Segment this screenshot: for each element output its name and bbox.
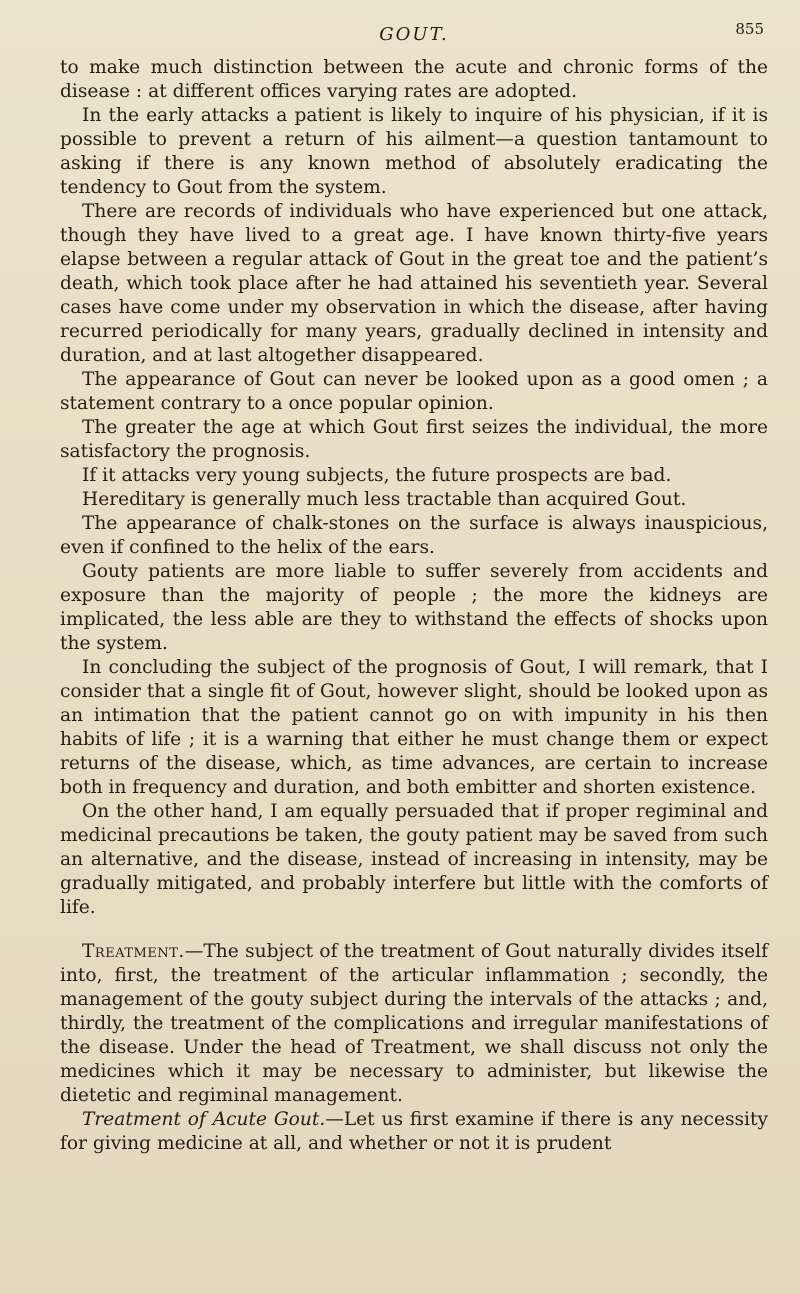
paragraph: On the other hand, I am equally persuaded that if proper regiminal and medicinal precautions be taken, the gouty patient may be saved from such an alternative, and the disease, instead of increasing in intensity, may be gradually mitigated, and probably interfere but little with the comforts of life.: [60, 801, 768, 918]
running-title: GOUT.: [379, 24, 449, 45]
paragraph: The appearance of Gout can never be looked upon as a good omen ; a statement contrary to a once popular opinion.: [60, 369, 768, 414]
acute-gout-text: —Let us first examine if there is any necessity for giving medicine at all, and whether or not it is prudent: [60, 1109, 768, 1154]
page-number: 855: [735, 20, 764, 38]
paragraph: The greater the age at which Gout first seizes the individual, the more satisfactory the prognosis.: [60, 417, 768, 462]
paragraph: In concluding the subject of the prognosis of Gout, I will remark, that I consider that a single fit of Gout, however slight, should be looked upon as an intimation that the patient cannot go on with impunity in his then habits of life ; it is a warning that either he must change them or expect returns of the disease, which, as time advances, are certain to increase both in frequency and duration, and both embitter and shorten existence.: [60, 657, 768, 798]
paragraph: In the early attacks a patient is likely to inquire of his physician, if it is possible to prevent a return of his ailment—a question tantamount to asking if there is any known method of absolutely eradicating the tendency to Gout from the system.: [60, 105, 768, 198]
acute-gout-paragraph: [60, 1108, 768, 1156]
paragraph: There are records of individuals who have experienced but one attack, though they have lived to a great age. I have known thirty-five years elapse between a regular attack of Gout in the great toe and the patient’s death, which took place after he had attained his seventieth year. Several cases have come under my observation in which the disease, after having recurred periodically for many years, gradually declined in intensity and duration, and at last altogether disappeared.: [60, 201, 768, 366]
treatment-text: —The subject of the treatment of Gout naturally divides itself into, first, the treatment of the articular inflammation ; secondly, the management of the gouty subject during the intervals of the attacks ; and, thirdly, the treatment of the complications and irregular manifestations of the disease. Under the head of Treatment, we shall discuss not only the medicines which it may be necessary to administer, but likewise the dietetic and regiminal management.: [60, 941, 768, 1106]
paragraph: Gouty patients are more liable to suffer severely from accidents and exposure than the majority of people ; the more the kidneys are implicated, the less able are they to withstand the effects of shocks upon the system.: [60, 561, 768, 654]
paragraph: to make much distinction between the acute and chronic forms of the disease : at different offices varying rates are adopted.: [60, 57, 768, 102]
paragraph: If it attacks very young subjects, the future prospects are bad.: [82, 465, 672, 486]
page-header: [60, 14, 768, 48]
treatment-paragraph: [60, 940, 768, 1108]
paragraph: The appearance of chalk-stones on the surface is always inauspicious, even if confined to the helix of the ears.: [60, 513, 768, 558]
body-text: [60, 56, 768, 1156]
acute-gout-heading: Treatment of Acute Gout.: [82, 1109, 326, 1130]
treatment-heading: Treatment.: [82, 941, 185, 962]
paragraph: Hereditary is generally much less tractable than acquired Gout.: [82, 489, 687, 510]
section-gap: [60, 920, 768, 940]
